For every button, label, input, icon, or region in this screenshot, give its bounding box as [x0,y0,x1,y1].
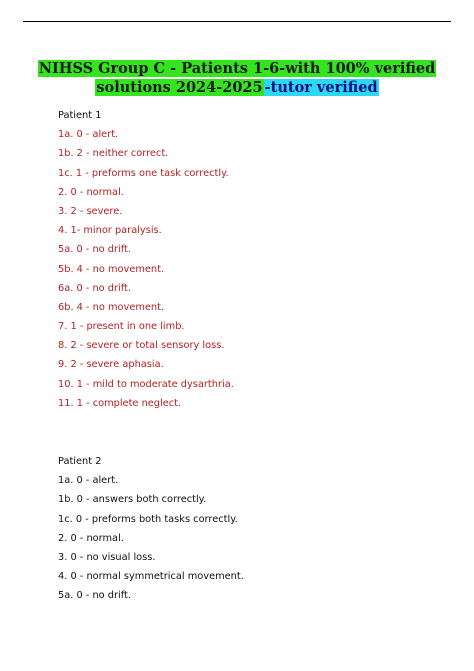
list-item: 6b. 4 - no movement. [58,301,165,313]
list-item: 4. 1- minor paralysis. [58,225,162,237]
list-item: 1b. 2 - neither correct. [58,148,169,160]
patient-1-section [58,106,234,413]
list-item: 1a. 0 - alert. [58,129,119,141]
title-line-2: solutions 2024-2025 [96,79,263,96]
list-item: 8. 2 - severe or total sensory loss. [58,340,225,352]
title-tutor-verified: -tutor verified [264,79,378,96]
list-item: 9. 2 - severe aphasia. [58,359,164,371]
list-item: 7. 1 - present in one limb. [58,321,185,333]
list-item: 5a. 0 - no drift. [58,590,131,602]
list-item: 10. 1 - mild to moderate dysarthria. [58,378,234,390]
list-item: 1a. 0 - alert. [58,475,119,487]
list-item: 4. 0 - normal symmetrical movement. [58,571,244,583]
list-item: 2. 0 - normal. [58,532,124,544]
document-title [0,59,474,97]
top-rule [23,21,451,22]
list-item: 3. 0 - no visual loss. [58,551,156,563]
list-item: 5b. 4 - no movement. [58,263,165,275]
list-item: 3. 2 - severe. [58,205,123,217]
patient-2-section [58,452,244,606]
patient-2-heading: Patient 2 [58,456,102,467]
patient-1-heading: Patient 1 [58,110,102,121]
list-item: 5a. 0 - no drift. [58,244,131,256]
list-item: 11. 1 - complete neglect. [58,397,182,409]
title-line-1: NIHSS Group C - Patients 1-6-with 100% verified [38,60,436,77]
list-item: 1c. 0 - preforms both tasks correctly. [58,513,238,525]
list-item: 2. 0 - normal. [58,186,124,198]
list-item: 1b. 0 - answers both correctly. [58,494,207,506]
list-item: 6a. 0 - no drift. [58,282,131,294]
list-item: 1c. 1 - preforms one task correctly. [58,167,229,179]
